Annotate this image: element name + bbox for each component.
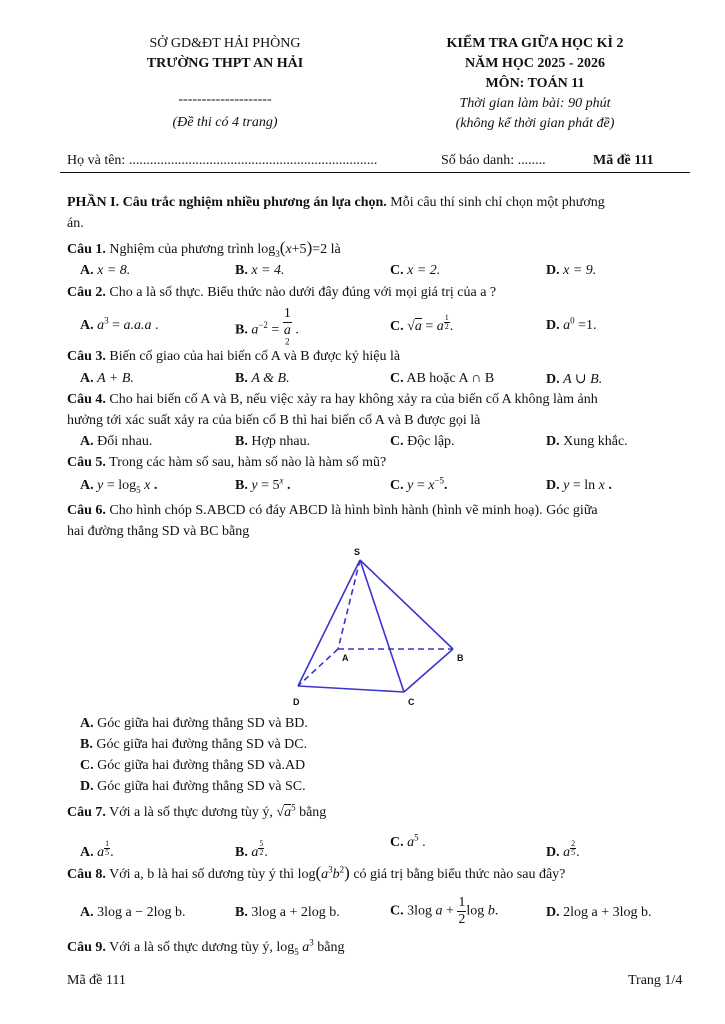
question-tail: là	[330, 242, 341, 257]
q8-option-c[interactable]: C. 3log a + $\frac{1}{2}$ log b.	[390, 895, 499, 927]
q4-option-a[interactable]: A. Đối nhau.	[80, 434, 153, 449]
question-4-cont: hưởng tới xác suất xảy ra của biến cố B thì hai biến cố A và B được gọi là	[67, 413, 481, 428]
q2-option-d[interactable]: D. $a^0 =1$.	[546, 315, 597, 333]
q1-option-b[interactable]: B. x = 4.	[235, 263, 285, 278]
q8-option-a[interactable]: A. 3log a − 2log b.	[80, 905, 186, 920]
question-9: Câu 9. Với a là số thực dương tùy ý, $\log_5 a^3$ bằng	[67, 937, 345, 957]
question-text: Cho hình chóp S.ABCD có đáy ABCD là hình bình hành (hình vẽ minh hoạ). Góc giữa	[105, 503, 598, 518]
question-text: Cho hai biến cố A và B, nếu việc xảy ra hay không xảy ra của biến cố A không làm ảnh	[105, 392, 598, 407]
question-text: Biến cố giao của hai biến cố A và B được ký hiệu là	[105, 349, 401, 364]
question-label: Câu 5.	[67, 455, 106, 470]
footer-page: Trang 1/4	[628, 973, 683, 988]
question-label: Câu 4.	[67, 392, 106, 407]
q6-option-d[interactable]: D. Góc giữa hai đường thẳng SD và SC.	[80, 779, 306, 794]
edge-cb	[404, 649, 453, 692]
part1-instruction: Mỗi câu thí sinh chỉ chọn một phương	[386, 195, 605, 210]
q8-option-b[interactable]: B. 3log a + 2log b.	[235, 905, 340, 920]
q7-radical: $√a^5$	[276, 802, 296, 820]
q7-option-b[interactable]: B. a $^{\frac{5}{2}}$ .	[235, 839, 268, 861]
question-4	[67, 392, 598, 408]
question-text: Với a là số thực dương tùy ý, log	[105, 940, 295, 955]
q2-option-a[interactable]: A. $a^3 = a.a.a$ .	[80, 315, 159, 333]
part1-title: PHẦN I. Câu trắc nghiệm nhiều phương án lựa chọn.	[67, 195, 387, 210]
school-year: NĂM HỌC 2025 - 2026	[465, 56, 605, 71]
name-field: Họ và tên: .......................................................................	[67, 153, 378, 168]
school-name: TRƯỜNG THPT AN HẢI	[146, 56, 304, 71]
q7-option-d[interactable]: D. a $^{\frac{2}{5}}$ .	[546, 839, 580, 861]
q8-option-d[interactable]: D. 2log a + 3log b.	[546, 905, 652, 920]
question-3	[67, 349, 400, 365]
question-text: Cho a là số thực. Biểu thức nào dưới đây đúng với mọi giá trị của a ?	[105, 285, 497, 300]
footer-code: Mã đề 111	[67, 973, 126, 988]
question-label: Câu 8.	[67, 867, 106, 882]
q8-expression: $\log(a^3b^2)$	[297, 863, 350, 882]
question-text: Trong các hàm số sau, hàm số nào là hàm số mũ?	[105, 455, 387, 470]
edge-sc	[360, 560, 404, 692]
duration-note: (không kể thời gian phát đề)	[455, 116, 615, 131]
q3-option-a[interactable]: A. A + B.	[80, 371, 134, 386]
part1-heading	[67, 195, 605, 211]
header-rule	[60, 172, 690, 173]
question-2	[67, 285, 496, 301]
question-label: Câu 6.	[67, 503, 106, 518]
vertex-b-label: B	[457, 653, 464, 663]
question-label: Câu 1.	[67, 242, 106, 257]
question-label: Câu 7.	[67, 805, 106, 820]
edge-sd	[298, 560, 360, 686]
q1-option-d[interactable]: D. x = 9.	[546, 263, 597, 278]
vertex-d-label: D	[293, 697, 300, 707]
q7-option-c[interactable]: C. $a^5$ .	[390, 832, 426, 850]
q7-option-a[interactable]: A. a $^{\frac{1}{5}}$ .	[80, 839, 114, 861]
question-1	[67, 238, 341, 258]
part1-instruction-cont: án.	[67, 216, 84, 231]
edge-dc	[298, 686, 404, 692]
q4-option-d[interactable]: D. Xung khắc.	[546, 434, 628, 449]
q5-option-c[interactable]: C. $y = x^{-5}$.	[390, 475, 448, 493]
q1-equation: $\log_3(x+5)=2$	[257, 238, 328, 259]
q1-option-a[interactable]: A. x = 8.	[80, 263, 131, 278]
id-field: Số báo danh: ........	[441, 153, 546, 168]
q5-option-b[interactable]: B. $y = 5^x$ .	[235, 475, 291, 493]
q6-option-b[interactable]: B. Góc giữa hai đường thẳng SD và DC.	[80, 737, 308, 752]
edge-sb	[360, 560, 453, 649]
edge-sa	[338, 560, 360, 649]
question-6	[67, 503, 598, 519]
q4-option-c[interactable]: C. Độc lập.	[390, 434, 455, 449]
question-tail: bằng	[313, 940, 345, 955]
vertex-a-label: A	[342, 653, 349, 663]
exam-title: KIỂM TRA GIỮA HỌC KÌ 2	[446, 36, 624, 51]
question-text: Nghiệm của phương trình	[105, 242, 254, 257]
q6-option-c[interactable]: C. Góc giữa hai đường thẳng SD và.AD	[80, 758, 306, 773]
q2-option-b[interactable]: B. $a^{-2}$ = 1 a $^2$ .	[235, 306, 299, 347]
q5-option-d[interactable]: D. y = ln x .	[546, 478, 612, 493]
q3-option-c[interactable]: C. AB hoặc A ∩ B	[390, 371, 495, 386]
question-text: Với a là số thực dương tùy ý,	[105, 805, 273, 820]
q3-option-d[interactable]: D. A ∪ B.	[546, 372, 603, 387]
exam-code: Mã đề 111	[593, 153, 654, 168]
subject: MÔN: TOÁN 11	[485, 76, 585, 91]
q6-option-a[interactable]: A. Góc giữa hai đường thẳng SD và BD.	[80, 716, 308, 731]
q5-option-a[interactable]: A. $y = \log_5 x$ .	[80, 478, 158, 495]
edge-ad	[298, 649, 338, 686]
question-label: Câu 9.	[67, 940, 106, 955]
question-7	[67, 802, 327, 821]
question-tail: có giá trị bằng biểu thức nào sau đây?	[349, 867, 566, 882]
question-label: Câu 3.	[67, 349, 106, 364]
pages-note: (Đề thi có 4 trang)	[172, 115, 278, 130]
vertex-c-label: C	[408, 697, 415, 707]
q3-option-b[interactable]: B. A & B.	[235, 371, 290, 386]
question-5	[67, 455, 386, 471]
header-dashes: --------------------	[178, 92, 272, 107]
q1-option-c[interactable]: C. x = 2.	[390, 263, 441, 278]
vertex-s-label: S	[354, 547, 361, 557]
department-name: SỞ GD&ĐT HẢI PHÒNG	[149, 36, 301, 51]
question-6-cont: hai đường thẳng SD và BC bằng	[67, 524, 250, 539]
question-tail: bằng	[295, 805, 327, 820]
pyramid-figure	[280, 545, 480, 715]
q2-option-c[interactable]: C. √a = a $^{\frac{1}{2}}$ .	[390, 313, 454, 335]
question-label: Câu 2.	[67, 285, 106, 300]
question-text: Với a, b là hai số dương tùy ý thì	[105, 867, 295, 882]
duration: Thời gian làm bài: 90 phút	[459, 96, 611, 111]
q4-option-b[interactable]: B. Hợp nhau.	[235, 434, 311, 449]
question-8	[67, 863, 565, 883]
